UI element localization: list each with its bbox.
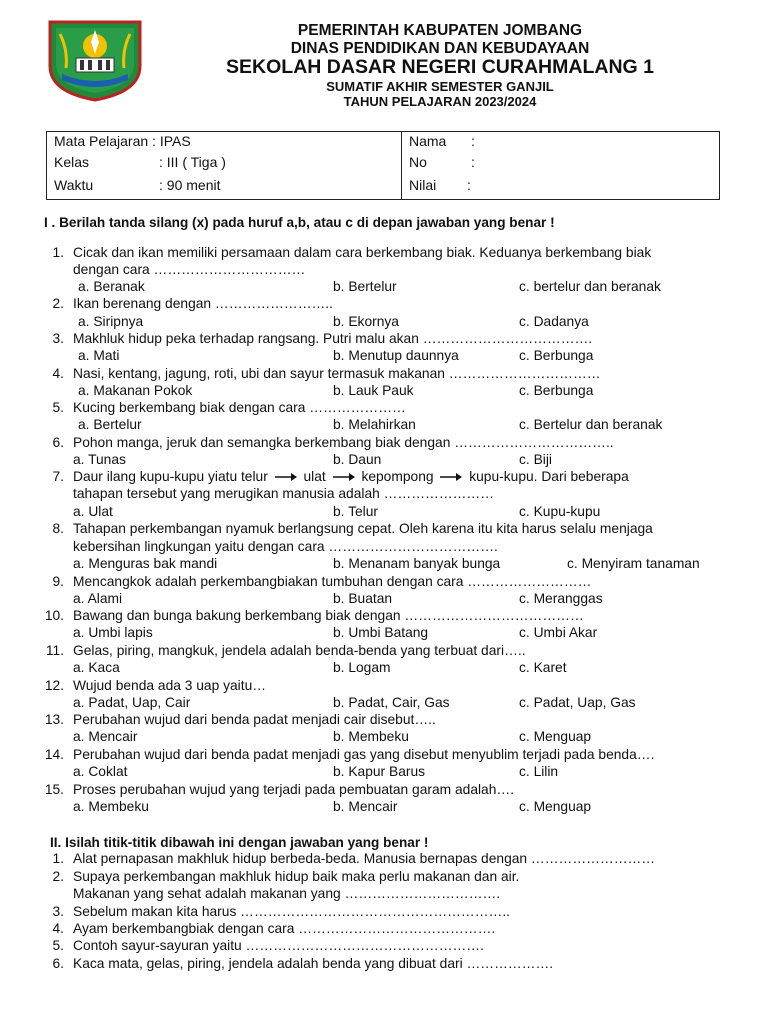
option-a: a. Kaca xyxy=(73,660,120,675)
question-text: Makhluk hidup peka terhadap rangsang. Putri malu akan ………………………………. xyxy=(73,331,593,346)
question-text-part4: kupu-kupu. Dari beberapa xyxy=(469,469,629,484)
question-text: tahapan tersebut yang merugikan manusia adalah …………………… xyxy=(73,486,495,501)
options-10 xyxy=(0,625,768,645)
question-text-with-arrows xyxy=(73,469,629,484)
option-a: a. Beranak xyxy=(78,279,145,294)
number-colon: : xyxy=(471,154,475,170)
question-7-cont xyxy=(0,486,768,506)
number-label: No xyxy=(409,154,427,170)
item-text: Alat pernapasan makhluk hidup berbeda-beda. Manusia bernapas dengan ……………………… xyxy=(73,851,656,866)
question-text: Perubahan wujud dari benda padat menjadi gas yang disebut menyublim terjadi pada benda…. xyxy=(73,747,655,762)
option-b: b. Telur xyxy=(333,504,378,519)
subject-label: Mata Pelajaran : IPAS xyxy=(54,133,191,149)
question-number: 4. xyxy=(52,366,64,381)
section2-title: II. Isilah titik-titik dibawah ini dengan jawaban yang benar ! xyxy=(50,835,429,850)
option-a: a. Padat, Uap, Cair xyxy=(73,695,191,710)
header-school-name: SEKOLAH DASAR NEGERI CURAHMALANG 1 xyxy=(226,56,654,78)
question-text-part1: Daur ilang kupu-kupu yiatu telur xyxy=(73,469,268,484)
question-text: Kucing berkembang biak dengan cara ………………… xyxy=(73,400,406,415)
option-b: b. Logam xyxy=(333,660,391,675)
item-text: Contoh sayur-sayuran yaitu ……………………………………………. xyxy=(73,938,484,953)
options-11 xyxy=(0,660,768,680)
name-colon: : xyxy=(471,133,475,149)
time-label: Waktu xyxy=(54,177,94,193)
student-info-box xyxy=(46,131,720,200)
option-b: b. Buatan xyxy=(333,591,393,606)
name-label: Nama xyxy=(409,133,447,149)
option-a: a. Bertelur xyxy=(78,417,142,432)
question-text: Gelas, piring, mangkuk, jendela adalah benda-benda yang terbuat dari….. xyxy=(73,643,526,658)
option-b: b. Melahirkan xyxy=(333,417,416,432)
item-number: 6. xyxy=(52,956,64,971)
class-value: : III ( Tiga ) xyxy=(159,154,226,170)
option-a: a. Mati xyxy=(78,348,120,363)
question-2 xyxy=(0,296,768,316)
options-13 xyxy=(0,729,768,749)
question-number: 5. xyxy=(52,400,64,415)
option-a: a. Alami xyxy=(73,591,123,606)
question-text: Tahapan perkembangan nyamuk berlangsung cepat. Oleh karena itu kita harus selalu menjaga xyxy=(73,521,653,536)
option-c: c. Dadanya xyxy=(519,314,589,329)
option-b: b. Menutup daunnya xyxy=(333,348,459,363)
question-number: 6. xyxy=(52,435,64,450)
option-b: b. Bertelur xyxy=(333,279,397,294)
option-c: c. Padat, Uap, Gas xyxy=(519,695,636,710)
fill-item-1 xyxy=(0,851,768,871)
question-number: 8. xyxy=(52,521,64,536)
options-5 xyxy=(0,417,768,437)
section1-title: I . Berilah tanda silang (x) pada huruf a,b, atau c di depan jawaban yang benar ! xyxy=(44,215,555,230)
fill-item-6 xyxy=(0,956,768,976)
option-c: c. Menguap xyxy=(519,799,592,814)
question-number: 11. xyxy=(45,643,64,658)
item-text: Ayam berkembangbiak dengan cara ……………………………………. xyxy=(73,921,496,936)
item-text: Makanan yang sehat adalah makanan yang ……………………………. xyxy=(73,886,501,901)
question-number: 10. xyxy=(44,608,64,623)
option-b: b. Ekornya xyxy=(333,314,399,329)
item-text: Kaca mata, gelas, piring, jendela adalah benda yang dibuat dari ………………. xyxy=(73,956,554,971)
options-14 xyxy=(0,764,768,784)
fill-item-2-cont xyxy=(0,886,768,906)
header-exam-title: SUMATIF AKHIR SEMESTER GANJIL xyxy=(326,79,554,94)
score-colon: : xyxy=(467,177,471,193)
item-text: Sebelum makan kita harus ………………………………………………….. xyxy=(73,904,510,919)
question-text: Cicak dan ikan memiliki persamaan dalam cara berkembang biak. Keduanya berkembang biak xyxy=(73,245,652,260)
item-number: 5. xyxy=(52,938,64,953)
option-c: c. Kupu-kupu xyxy=(519,504,601,519)
question-text: Ikan berenang dengan …………………….. xyxy=(73,296,333,311)
question-text: Proses perubahan wujud yang terjadi pada pembuatan garam adalah…. xyxy=(73,782,515,797)
question-number: 1. xyxy=(52,245,64,260)
question-text: kebersihan lingkungan yaitu dengan cara ………………………………. xyxy=(73,539,498,554)
right-arrow-icon xyxy=(439,472,463,482)
option-b: b. Mencair xyxy=(333,799,398,814)
fill-item-5 xyxy=(0,938,768,958)
option-b: b. Umbi Batang xyxy=(333,625,429,640)
item-number: 4. xyxy=(52,921,64,936)
item-number: 1. xyxy=(52,851,64,866)
question-text: Nasi, kentang, jagung, roti, ubi dan sayur termasuk makanan …………………………… xyxy=(73,366,601,381)
option-a: a. Siripnya xyxy=(78,314,144,329)
option-b: b. Lauk Pauk xyxy=(333,383,414,398)
option-a: a. Makanan Pokok xyxy=(78,383,193,398)
option-a: a. Membeku xyxy=(73,799,149,814)
option-c: c. Berbunga xyxy=(519,383,594,398)
time-value: : 90 menit xyxy=(159,177,221,193)
option-a: a. Mencair xyxy=(73,729,138,744)
option-a: a. Umbi lapis xyxy=(73,625,153,640)
question-text-part3: kepompong xyxy=(361,469,434,484)
question-number: 2. xyxy=(52,296,64,311)
option-c: c. Umbi Akar xyxy=(519,625,598,640)
question-number: 9. xyxy=(52,574,64,589)
right-arrow-icon xyxy=(332,472,356,482)
option-c: c. Meranggas xyxy=(519,591,603,606)
question-text: dengan cara …………………………… xyxy=(73,262,306,277)
option-b: b. Kapur Barus xyxy=(333,764,426,779)
question-number: 7. xyxy=(52,469,64,484)
question-text: Perubahan wujud dari benda padat menjadi cair disebut….. xyxy=(73,712,436,727)
option-b: b. Membeku xyxy=(333,729,409,744)
option-b: b. Daun xyxy=(333,452,382,467)
question-8 xyxy=(0,521,768,541)
option-a: a. Tunas xyxy=(73,452,126,467)
header-department: DINAS PENDIDIKAN DAN KEBUDAYAAN xyxy=(290,40,590,57)
option-c: c. Berbunga xyxy=(519,348,594,363)
item-text: Supaya perkembangan makhluk hidup baik maka perlu makanan dan air. xyxy=(73,869,520,884)
option-c: c. Karet xyxy=(519,660,567,675)
class-label: Kelas xyxy=(54,154,90,170)
question-text: Mencangkok adalah perkembangbiakan tumbuhan dengan cara ……………………… xyxy=(73,574,592,589)
option-c: c. Menguap xyxy=(519,729,592,744)
info-divider xyxy=(401,132,402,199)
right-arrow-icon xyxy=(274,472,298,482)
options-3 xyxy=(0,348,768,368)
item-number: 2. xyxy=(52,869,64,884)
question-number: 15. xyxy=(44,782,64,797)
option-c: c. Biji xyxy=(519,452,552,467)
question-number: 13. xyxy=(44,712,64,727)
jombang-regency-emblem-icon xyxy=(46,20,144,102)
question-text: Wujud benda ada 3 uap yaitu… xyxy=(73,678,267,693)
question-number: 12. xyxy=(44,678,64,693)
options-8 xyxy=(0,556,768,576)
question-number: 14. xyxy=(44,747,64,762)
option-c: c. Bertelur dan beranak xyxy=(519,417,663,432)
question-text: Bawang dan bunga bakung berkembang biak dengan ………………………………… xyxy=(73,608,584,623)
option-b: b. Menanam banyak bunga xyxy=(333,556,501,571)
option-a: a. Coklat xyxy=(73,764,128,779)
option-c: c. Menyiram tanaman xyxy=(567,556,700,571)
options-15 xyxy=(0,799,768,819)
question-text: Pohon manga, jeruk dan semangka berkembang biak dengan …………………………….. xyxy=(73,435,614,450)
option-b: b. Padat, Cair, Gas xyxy=(333,695,450,710)
option-c: c. bertelur dan beranak xyxy=(519,279,661,294)
item-number: 3. xyxy=(52,904,64,919)
score-label: Nilai xyxy=(409,177,437,193)
header-government: PEMERINTAH KABUPATEN JOMBANG xyxy=(297,22,583,39)
option-a: a. Ulat xyxy=(73,504,113,519)
header-school-year: TAHUN PELAJARAN 2023/2024 xyxy=(343,94,537,109)
question-text-part2: ulat xyxy=(303,469,326,484)
option-a: a. Menguras bak mandi xyxy=(73,556,218,571)
question-number: 3. xyxy=(52,331,64,346)
option-c: c. Lilin xyxy=(519,764,559,779)
